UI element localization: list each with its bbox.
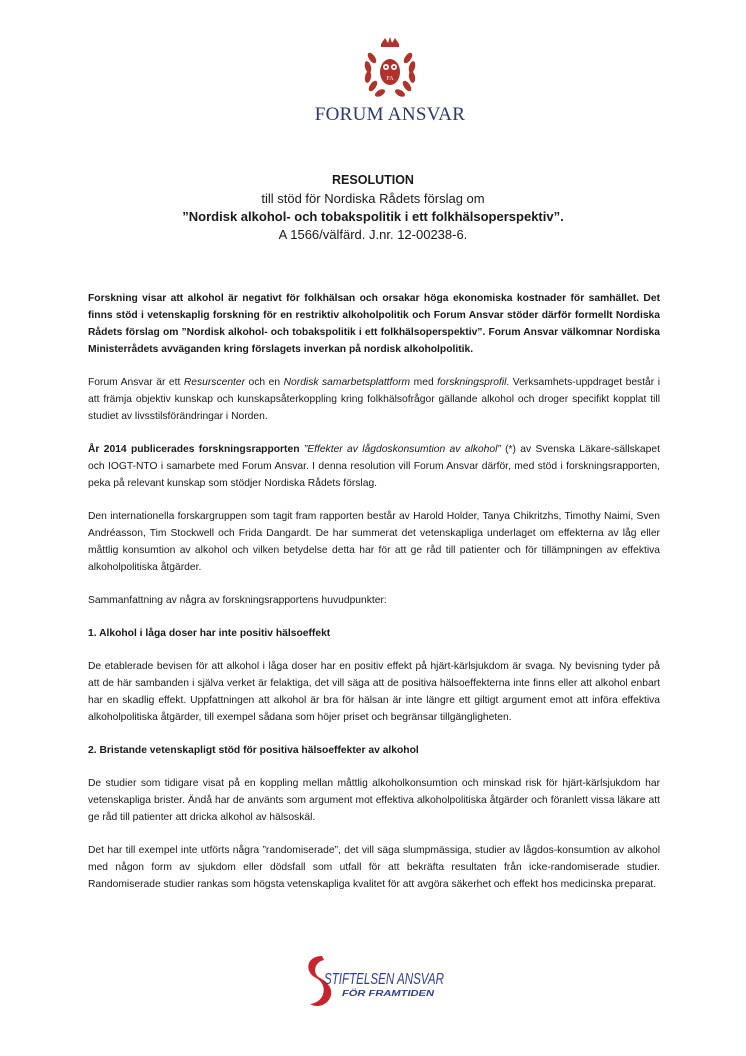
footer-logo-sub: FÖR FRAMTIDEN: [342, 989, 435, 998]
section-2-text-2: Det har till exempel inte utförts några ”randomiserade”, det vill säga slumpmässiga, studier av lågdos-konsumtion av alkohol med någon form av sjukdom eller dödsfall som utfall för att bekräfta resultaten från icke-randomiserade studier. Randomiserade studier rankas som högsta vetenskapliga kvalitet för att avgöra säkerhet och effekt hos medicinska preparat.: [88, 845, 660, 890]
text-span: Forum Ansvar är ett: [88, 377, 184, 388]
title-block: [80, 173, 666, 245]
text-span: . Verksamhets-uppdraget består i att främja objektiv kunskap och kunskapsåterkoppling kring folkhälsofrågor gällande alkohol och droger specifikt kopplat till studiet av livsstilsförändringar i Norden.: [88, 377, 660, 422]
document-heading: RESOLUTION: [332, 173, 414, 187]
laurel-owl-emblem-icon: [355, 36, 425, 102]
reference-number: A 1566/välfärd. J.nr. 12-00238-6.: [278, 227, 468, 242]
text-span: med: [410, 377, 438, 388]
emphasis-text: Resurscenter: [183, 377, 246, 388]
footer-logo-main: STIFTELSEN ANSVAR: [324, 971, 445, 988]
forum-ansvar-logo: [300, 36, 480, 126]
text-span: och en: [245, 377, 284, 388]
emphasis-text: forskningsprofil: [437, 377, 507, 388]
section-2-text: De studier som tidigare visat på en koppling mellan måttlig alkoholkonsumtion och minskad risk för hjärt-kärlsjukdom har vetenskapliga brister. Ändå har de använts som argument mot effektiva alkoholpolitiska åtgärder och föranlett vissa läkare att ge råd till patienter att dricka alkohol av hälsoskäl.: [88, 778, 660, 823]
section-1-heading: 1. Alkohol i låga doser har inte positiv hälsoeffekt: [88, 628, 331, 639]
emphasis-text: Nordisk samarbetsplattform: [283, 377, 411, 388]
report-title: ”Effekter av lågdoskonsumtion av alkohol”: [299, 444, 501, 455]
paragraph-report: [88, 441, 660, 492]
stiftelsen-ansvar-logo: [302, 950, 448, 1012]
section-1-text: De etablerade bevisen för att alkohol i låga doser har en positiv effekt på hjärt-kärlsjukdom är svaga. Ny bevisning tyder på att de här sambanden i själva verket är felaktiga, det vill säga att de positiva hälsoeffekterna inte finns eller att alkohol enbart har en skadlig effekt. Uppfattningen att alkohol är bra för hälsan är inte längre ett giltigt argument emot att införa effektiva alkoholpolitiska åtgärder, till exempel sådana som höjer priset och begränsar tillgängligheten.: [88, 661, 660, 723]
brand-name: FORUM ANSVAR: [314, 104, 466, 125]
subtitle-line: till stöd för Nordiska Rådets förslag om: [261, 191, 485, 206]
document-body: [88, 290, 660, 909]
section-2-heading: 2. Bristande vetenskapligt stöd för positiva hälsoeffekter av alkohol: [88, 745, 419, 756]
section-1: [88, 625, 660, 726]
paragraph-researchers: Den internationella forskargruppen som tagit fram rapporten består av Harold Holder, Tanya Chikritzhs, Timothy Naimi, Sven Andréasson, Tim Stockwell och Frida Dangardt. De har summerat det vetenskapliga underlaget om effekterna av låg eller måttlig konsumtion av alkohol och vilken betydelse detta har för att ge råd till patienter och för tillämpningen av effektiva alkoholpolitiska åtgärder.: [88, 511, 660, 573]
paragraph-summary-intro: Sammanfattning av några av forskningsrapportens huvudpunkter:: [88, 595, 387, 606]
bold-text: År 2014 publicerades forskningsrapporten: [88, 444, 300, 455]
stiftelsen-ansvar-logo-icon: [302, 950, 448, 1012]
paragraph-about: [88, 374, 660, 425]
emblem-initials: FA: [386, 76, 394, 82]
lead-paragraph: Forskning visar att alkohol är negativt för folkhälsan och orsakar höga ekonomiska kostnader för samhället. Det finns stöd i vetenskaplig forskning för en restriktiv alkoholpolitik och Forum Ansvar stöder därför formellt Nordiska Rådets förslag om ”Nordisk alkohol- och tobakspolitik i ett folkhälsoperspektiv”. Forum Ansvar välkomnar Nordiska Ministerrådets avväganden kring förslagets inverkan på nordisk alkoholpolitik.: [88, 293, 660, 355]
text-span: (*) av Svenska Läkare-sällskapet och IOGT-NTO i samarbete med Forum Ansvar. I denna resolution vill Forum Ansvar därför, med stöd i forskningsrapporten, peka på relevant kunskap som stödjer Nordiska Rådets förslag.: [88, 444, 660, 489]
proposal-title: ”Nordisk alkohol- och tobakspolitik i ett folkhälsoperspektiv”.: [182, 209, 564, 224]
section-2: [88, 742, 660, 893]
